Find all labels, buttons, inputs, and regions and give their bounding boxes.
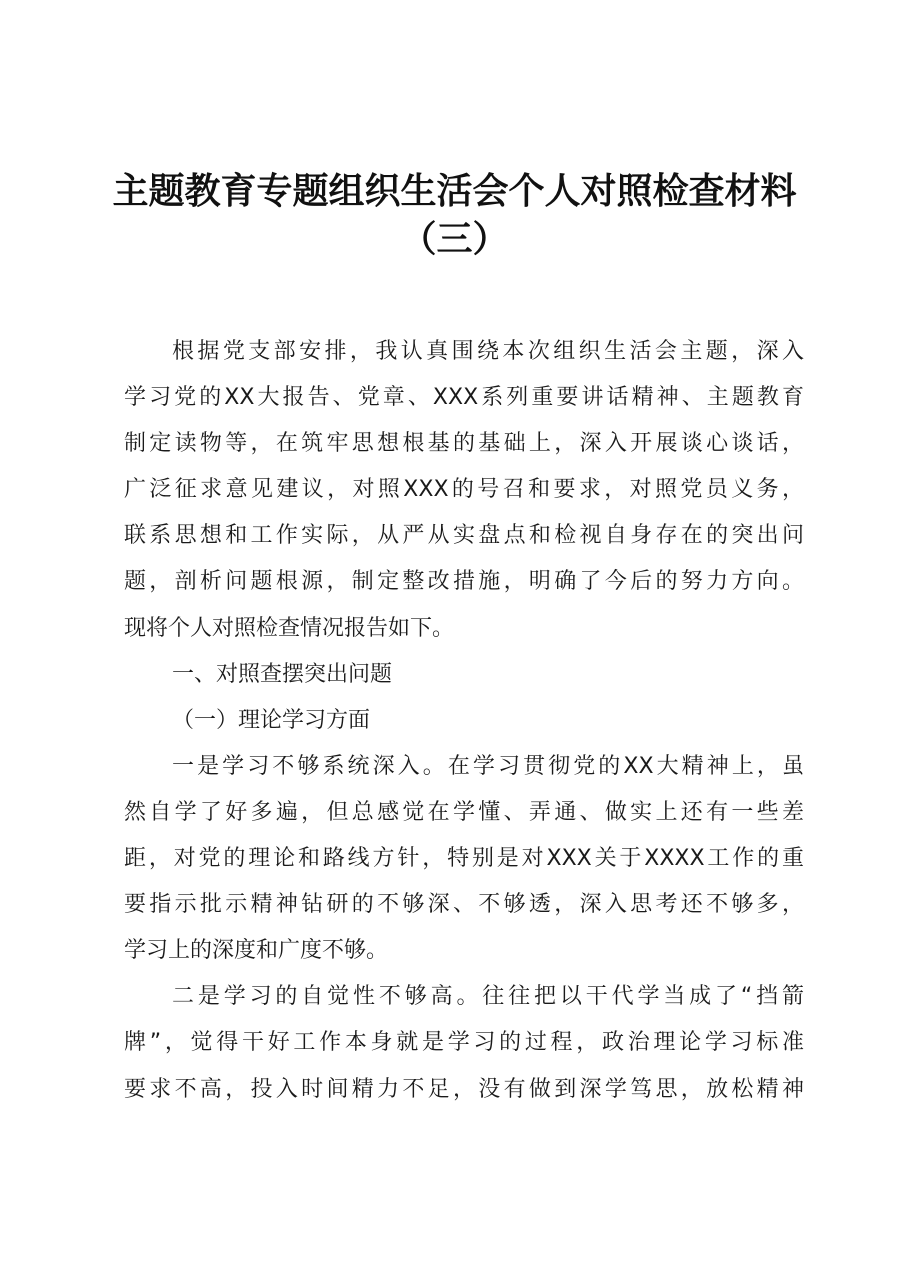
document-body — [124, 329, 804, 1113]
body-line: 一是学习不够系统深入。在学习贯彻党的XX大精神上，虽 — [172, 753, 804, 779]
body-line: 根据党支部安排，我认真围绕本次组织生活会主题，深入 — [172, 339, 804, 364]
subsection-heading: （一）理论学习方面 — [172, 707, 371, 733]
body-line: 学习党的XX大报告、党章、XXX系列重要讲话精神、主题教育 — [124, 385, 804, 411]
document-title: 主题教育专题组织生活会个人对照检查材料 — [112, 170, 797, 212]
body-line: 广泛征求意见建议，对照XXX的号召和要求，对照党员义务， — [124, 477, 804, 503]
section-heading: 一、对照查摆突出问题 — [172, 661, 393, 687]
body-line: 制定读物等，在筑牢思想根基的基础上，深入开展谈心谈话， — [124, 431, 804, 457]
body-line: 牌”，觉得干好工作本身就是学习的过程，政治理论学习标准 — [124, 1030, 804, 1056]
document-title-number: （三） — [400, 218, 509, 260]
body-line: 二是学习的自觉性不够高。往往把以干代学当成了“挡箭 — [172, 984, 804, 1010]
body-line: 学习上的深度和广度不够。 — [124, 938, 389, 964]
body-line: 然自学了好多遍，但总感觉在学懂、弄通、做实上还有一些差 — [124, 799, 804, 825]
body-line: 联系思想和工作实际，从严从实盘点和检视自身存在的突出问 — [124, 523, 804, 549]
body-line: 距，对党的理论和路线方针，特别是对XXX关于XXXX工作的重 — [124, 846, 804, 872]
body-line: 要指示批示精神钻研的不够深、不够透，深入思考还不够多， — [124, 892, 804, 918]
body-line: 要求不高，投入时间精力不足，没有做到深学笃思，放松精神 — [124, 1076, 804, 1102]
body-line: 题，剖析问题根源，制定整改措施，明确了今后的努力方向。 — [124, 569, 804, 595]
body-line: 现将个人对照检查情况报告如下。 — [124, 615, 455, 641]
